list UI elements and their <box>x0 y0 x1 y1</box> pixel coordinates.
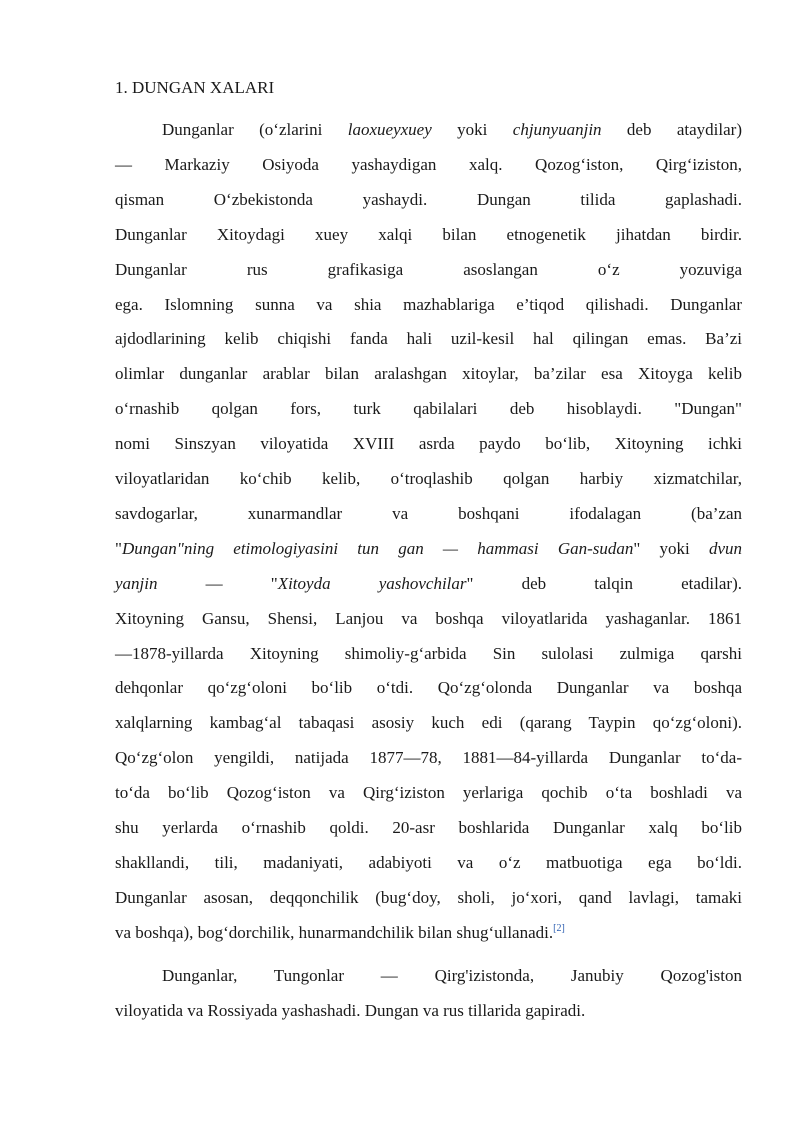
text-line <box>115 260 742 280</box>
text-segment: va boshqa), bog‘dorchilik, hunarmandchilik bilan shug‘ullanadi. <box>115 922 554 942</box>
italic-text: yanjin <box>115 573 158 593</box>
text-line <box>115 434 742 454</box>
text-line <box>115 644 742 664</box>
text-line <box>115 364 742 384</box>
text-segment: o‘rnashib qolgan fors, turk qabilalari deb hisoblaydi. "Dungan" <box>115 399 742 419</box>
text-segment: to‘da bo‘lib Qozog‘iston va Qirg‘iziston yerlariga qochib o‘ta boshladi va <box>115 783 742 803</box>
text-line <box>115 190 742 210</box>
text-line <box>115 155 742 175</box>
text-segment: " yoki <box>633 538 709 558</box>
italic-text: Dungan"ning etimologiyasini tun gan — hammasi Gan-sudan <box>121 538 634 558</box>
text-segment: Dunganlar Xitoydagi xuey xalqi bilan etnogenetik jihatdan birdir. <box>115 224 742 244</box>
text-line <box>115 329 742 349</box>
text-segment: yoki <box>431 120 513 139</box>
text-line <box>115 469 742 489</box>
text-segment: viloyatlaridan ko‘chib kelib, o‘troqlashib qolgan harbiy xizmatchilar, <box>115 469 742 488</box>
text-segment: shakllandi, tili, madaniyati, adabiyoti va o‘z matbuotiga ega bo‘ldi. <box>115 852 742 872</box>
text-segment: — " <box>157 573 278 593</box>
text-segment: Qo‘zg‘olon yengildi, natijada 1877—78, 1881—84-yillarda Dunganlar to‘da- <box>115 748 742 768</box>
text-line <box>115 678 742 698</box>
text-segment: — Markaziy Osiyoda yashaydigan xalq. Qozog‘iston, Qirg‘iziston, <box>115 154 742 174</box>
text-line <box>115 818 742 838</box>
text-line <box>115 748 742 768</box>
text-segment: ega. Islomning sunna va shia mazhablariga e’tiqod qilishadi. Dunganlar <box>115 294 742 314</box>
text-line <box>115 225 742 245</box>
italic-text: chjunyuanjin <box>512 120 602 139</box>
text-line <box>115 399 742 419</box>
text-line <box>115 295 742 315</box>
text-segment: Dunganlar rus grafikasiga asoslangan o‘z yozuviga <box>115 259 742 279</box>
text-segment: xalqlarning kambag‘al tabaqasi asosiy kuch edi (qarang Taypin qo‘zg‘oloni). <box>115 713 742 733</box>
italic-text: Xitoyda yashovchilar <box>277 573 467 593</box>
text-segment: Dunganlar, Tungonlar — Qirg'izistonda, Janubiy Qozog'iston <box>162 966 742 985</box>
text-segment: " deb talqin etadilar). <box>466 573 742 593</box>
text-line <box>115 888 742 908</box>
section-heading: 1. DUNGAN XALARI <box>115 78 275 97</box>
text-segment: olimlar dunganlar arablar bilan aralashgan xitoylar, ba’zilar esa Xitoyga kelib <box>115 364 742 384</box>
text-segment: Dunganlar (o‘zlarini <box>162 120 348 139</box>
text-segment: " <box>115 538 122 558</box>
text-line <box>115 609 742 629</box>
text-segment: deb ataydilar) <box>601 120 742 139</box>
text-line <box>115 853 742 873</box>
text-line <box>115 539 742 559</box>
text-line <box>115 504 742 524</box>
text-segment: dehqonlar qo‘zg‘oloni bo‘lib o‘tdi. Qo‘zg‘olonda Dunganlar va boshqa <box>115 678 742 698</box>
text-segment: shu yerlarda o‘rnashib qoldi. 20-asr boshlarida Dunganlar xalq bo‘lib <box>115 818 742 837</box>
text-segment: —1878-yillarda Xitoyning shimoliy-g‘arbida Sin sulolasi zulmiga qarshi <box>115 643 742 663</box>
text-line <box>115 1001 742 1021</box>
text-line <box>115 783 742 803</box>
text-line <box>162 120 742 140</box>
text-segment: savdogarlar, xunarmandlar va boshqani ifodalagan (ba’zan <box>115 503 742 523</box>
italic-text: laoxueyxuey <box>347 120 432 139</box>
text-line <box>115 713 742 733</box>
text-segment: viloyatida va Rossiyada yashashadi. Dungan va rus tillarida gapiradi. <box>115 1001 586 1020</box>
text-line <box>115 574 742 594</box>
footnote-reference[interactable]: [2] <box>553 922 565 934</box>
text-segment: Xitoyning Gansu, Shensi, Lanjou va boshqa viloyatlarida yashaganlar. 1861 <box>115 608 742 628</box>
text-segment: ajdodlarining kelib chiqishi fanda hali uzil-kesil hal qilingan emas. Ba’zi <box>115 329 742 349</box>
text-segment: qisman O‘zbekistonda yashaydi. Dungan tilida gaplashadi. <box>115 189 742 209</box>
italic-text: dvun <box>708 538 742 558</box>
text-line <box>115 923 742 943</box>
text-segment: nomi Sinszyan viloyatida XVIII asrda paydo bo‘lib, Xitoyning ichki <box>115 434 742 454</box>
text-line <box>162 966 742 986</box>
text-segment: Dunganlar asosan, deqqonchilik (bug‘doy, sholi, jo‘xori, qand lavlagi, tamaki <box>115 887 742 907</box>
